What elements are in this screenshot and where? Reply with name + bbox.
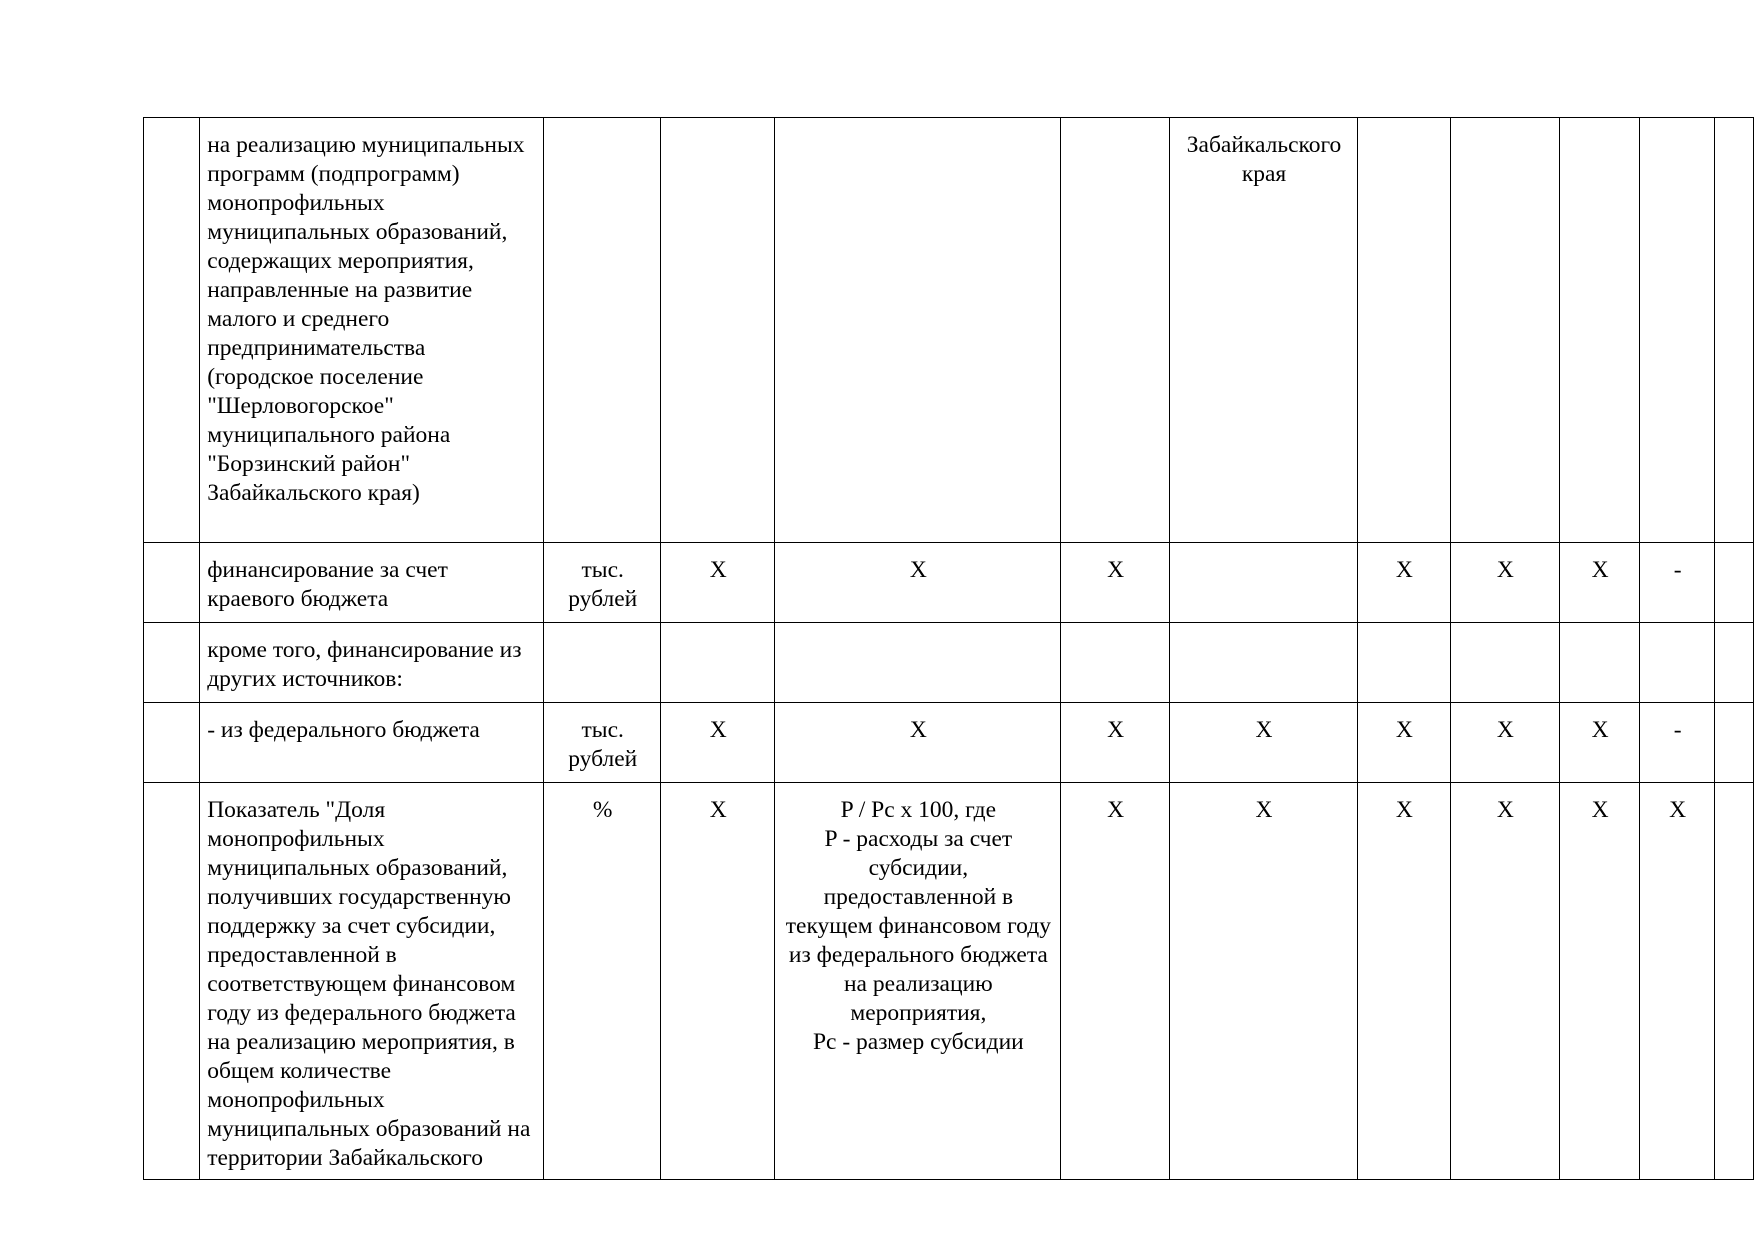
table-cell-col-b: X <box>1061 543 1170 623</box>
table-cell-col-g <box>1715 543 1754 623</box>
table-cell-col-c <box>1358 118 1450 543</box>
table-cell-col-formula: P / Pc x 100, где P - расходы за счет субсидии, предоставленной в текущем финансовом году из федерального бюджета на реализацию мероприятия, Pc - размер субсидии <box>775 783 1061 1180</box>
table-cell-col-name: кроме того, финансирование из других источников: <box>200 623 544 703</box>
document-table <box>143 117 1754 1180</box>
table-cell-col-formula <box>775 118 1061 543</box>
table-cell-col-b <box>1061 623 1170 703</box>
table-cell-col-d: X <box>1450 783 1560 1180</box>
table-cell-col-formula <box>775 623 1061 703</box>
table-cell-col-number <box>144 543 200 623</box>
table-cell-col-number <box>144 118 200 543</box>
table-cell-col-d <box>1450 623 1560 703</box>
table-cell-col-c: X <box>1358 783 1450 1180</box>
table-cell-col-number <box>144 623 200 703</box>
table-row-other-sources <box>144 623 1754 703</box>
table-cell-col-unit: тыс. рублей <box>544 703 661 783</box>
table-cell-col-source <box>1169 623 1357 703</box>
table-body <box>144 118 1754 1180</box>
table-cell-col-b <box>1061 118 1170 543</box>
table-cell-col-f: X <box>1640 783 1715 1180</box>
table-cell-col-name: - из федерального бюджета <box>200 703 544 783</box>
table-cell-col-formula: X <box>775 543 1061 623</box>
table-cell-col-a <box>661 118 775 543</box>
table-row-indicator <box>144 783 1754 1180</box>
table-cell-col-source: X <box>1169 703 1357 783</box>
table-cell-col-b: X <box>1061 703 1170 783</box>
table-cell-col-f <box>1640 623 1715 703</box>
table-cell-col-f: - <box>1640 703 1715 783</box>
table-row-federal-budget <box>144 703 1754 783</box>
table-cell-col-b: X <box>1061 783 1170 1180</box>
table-cell-col-number <box>144 703 200 783</box>
table-cell-col-d: X <box>1450 543 1560 623</box>
table-cell-col-g <box>1715 703 1754 783</box>
table-cell-col-a: X <box>661 703 775 783</box>
table-cell-col-number <box>144 783 200 1180</box>
table-row-subsidy-description <box>144 118 1754 543</box>
table-cell-col-e <box>1560 118 1640 543</box>
table-cell-col-name: на реализацию муниципальных программ (подпрограмм) монопрофильных муниципальных образований, содержащих мероприятия, направленные на развитие малого и среднего предпринимательства (городское поселение "Шерловогорское" муниципального района "Борзинский район" Забайкальского края) <box>200 118 544 543</box>
table-cell-col-e <box>1560 623 1640 703</box>
table-cell-col-name: Показатель "Доля монопрофильных муниципальных образований, получивших государственную поддержку за счет субсидии, предоставленной в соответствующем финансовом году из федерального бюджета на реализацию мероприятия, в общем количестве монопрофильных муниципальных образований на территории Забайкальского <box>200 783 544 1180</box>
table-cell-col-e: X <box>1560 783 1640 1180</box>
table-cell-col-f: - <box>1640 543 1715 623</box>
table-cell-col-f <box>1640 118 1715 543</box>
table-cell-col-d <box>1450 118 1560 543</box>
table-cell-col-unit <box>544 118 661 543</box>
table-cell-col-source: Забайкальского края <box>1169 118 1357 543</box>
table-cell-col-name: финансирование за счет краевого бюджета <box>200 543 544 623</box>
table-cell-col-c <box>1358 623 1450 703</box>
table-cell-col-c: X <box>1358 703 1450 783</box>
table-cell-col-unit: % <box>544 783 661 1180</box>
table-cell-col-e: X <box>1560 543 1640 623</box>
table-cell-col-c: X <box>1358 543 1450 623</box>
table-cell-col-source: X <box>1169 783 1357 1180</box>
table-cell-col-source <box>1169 543 1357 623</box>
table-cell-col-unit <box>544 623 661 703</box>
table-cell-col-g <box>1715 783 1754 1180</box>
table-cell-col-d: X <box>1450 703 1560 783</box>
table-cell-col-a: X <box>661 543 775 623</box>
table-row-regional-budget <box>144 543 1754 623</box>
table-cell-col-a <box>661 623 775 703</box>
table-cell-col-g <box>1715 118 1754 543</box>
table-cell-col-e: X <box>1560 703 1640 783</box>
table-cell-col-unit: тыс. рублей <box>544 543 661 623</box>
table-cell-col-a: X <box>661 783 775 1180</box>
table-cell-col-g <box>1715 623 1754 703</box>
table-cell-col-formula: X <box>775 703 1061 783</box>
